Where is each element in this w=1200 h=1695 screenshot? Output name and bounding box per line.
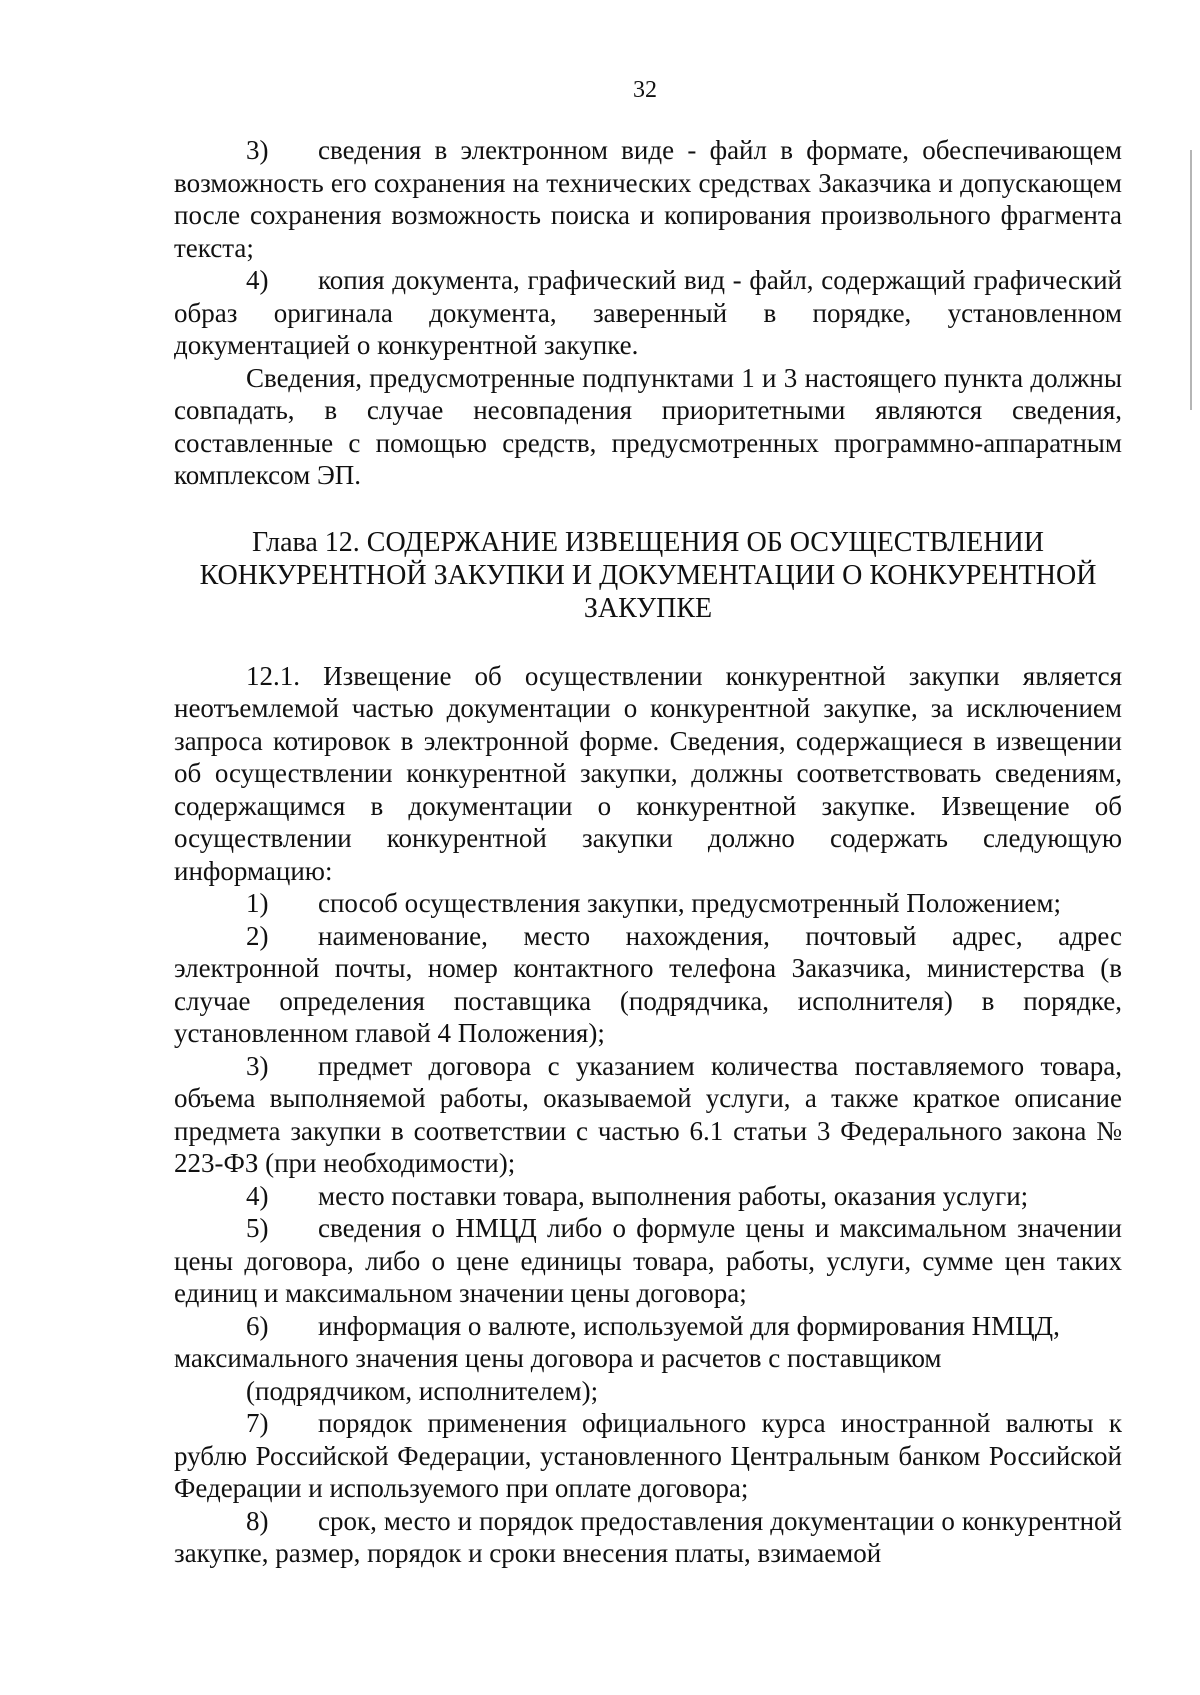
list-item [174,264,1122,362]
item-number: 4) [246,1180,269,1211]
list-item [174,134,1122,264]
item-text: срок, место и порядок предоставления документации о конкурентной закупке, размер, порядок и сроки внесения платы, взимаемой [174,1505,1122,1568]
scan-edge-line [1190,150,1192,410]
clause-intro: 12.1. Извещение об осуществлении конкурентной закупки является неотъемлемой частью документации о конкурентной закупке, за исключением запроса котировок в электронной форме. Сведения, содержащиеся в извещении об осуществлении конкурентной закупки, должны соответствовать сведениям, содержащимся в документации о конкурентной закупке. Извещение об осуществлении конкурентной закупки должно содержать следующую информацию: [174,660,1122,886]
item-text: сведения в электронном виде - файл в формате, обеспечивающем возможность его сохранения на технических средствах Заказчика и допускающем после сохранения возможность поиска и копирования произвольного фрагмента текста; [174,135,1122,263]
chapter-heading [174,526,1122,625]
item-number: 5) [246,1213,269,1243]
item-number: 3) [246,135,269,165]
list-item [174,1050,1122,1180]
item-text: информация о валюте, используемой для формирования НМЦД, максимального значения цены договора и расчетов с поставщиком [174,1310,1060,1373]
chapter-heading-line: ЗАКУПКЕ [583,592,713,624]
item-number: 1) [246,888,269,918]
item-text: способ осуществления закупки, предусмотренный Положением; [318,888,1062,918]
item-number: 6) [246,1310,269,1341]
item-text: наименование, место нахождения, почтовый адрес, адрес электронной почты, номер контактного телефона Заказчика, министерства (в случае определения поставщика (подрядчика, исполнителя) в порядке, установленном главой 4 Положения); [174,920,1122,1048]
item-text: место поставки товара, выполнения работы, оказания услуги; [318,1180,1029,1211]
paragraph: Сведения, предусмотренные подпунктами 1 и 3 настоящего пункта должны совпадать, в случае несовпадения приоритетными являются сведения, составленные с помощью средств, предусмотренных программно-аппаратным комплексом ЭП. [174,362,1122,490]
item-continuation: (подрядчиком, исполнителем); [246,1375,599,1406]
chapter-heading-line: КОНКУРЕНТНОЙ ЗАКУПКИ И ДОКУМЕНТАЦИИ О КОНКУРЕНТНОЙ [199,559,1097,591]
item-number: 2) [246,920,269,951]
item-text: сведения о НМЦД либо о формуле цены и максимальном значении цены договора, либо о цене единицы товара, работы, услуги, сумме цен таких единиц и максимальном значении цены договора; [174,1213,1122,1308]
list-item [174,1407,1122,1505]
list-item [174,1212,1122,1310]
page-number: 32 [633,77,657,103]
item-number: 8) [246,1505,269,1536]
document-body [174,134,1122,1570]
item-text: порядок применения официального курса иностранной валюты к рублю Российской Федерации, установленного Центральным банком Российской Федерации и используемого при оплате договора; [174,1408,1122,1503]
list-item [174,1180,1122,1213]
item-number: 4) [246,265,269,295]
list-item [174,887,1122,920]
item-number: 3) [246,1050,269,1081]
item-text: копия документа, графический вид - файл, содержащий графический образ оригинала документа, заверенный в порядке, установленном документацией о конкурентной закупке. [174,265,1122,360]
list-item [174,1310,1122,1375]
chapter-heading-line: Глава 12. СОДЕРЖАНИЕ ИЗВЕЩЕНИЯ ОБ ОСУЩЕСТВЛЕНИИ [252,526,1044,558]
item-number: 7) [246,1408,269,1438]
list-item [174,920,1122,1050]
list-item [174,1505,1122,1570]
item-text: предмет договора с указанием количества поставляемого товара, объема выполняемой работы, оказываемой услуги, а также краткое описание предмета закупки в соответствии с частью 6.1 статьи 3 Федерального закона № 223-ФЗ (при необходимости); [174,1050,1122,1178]
